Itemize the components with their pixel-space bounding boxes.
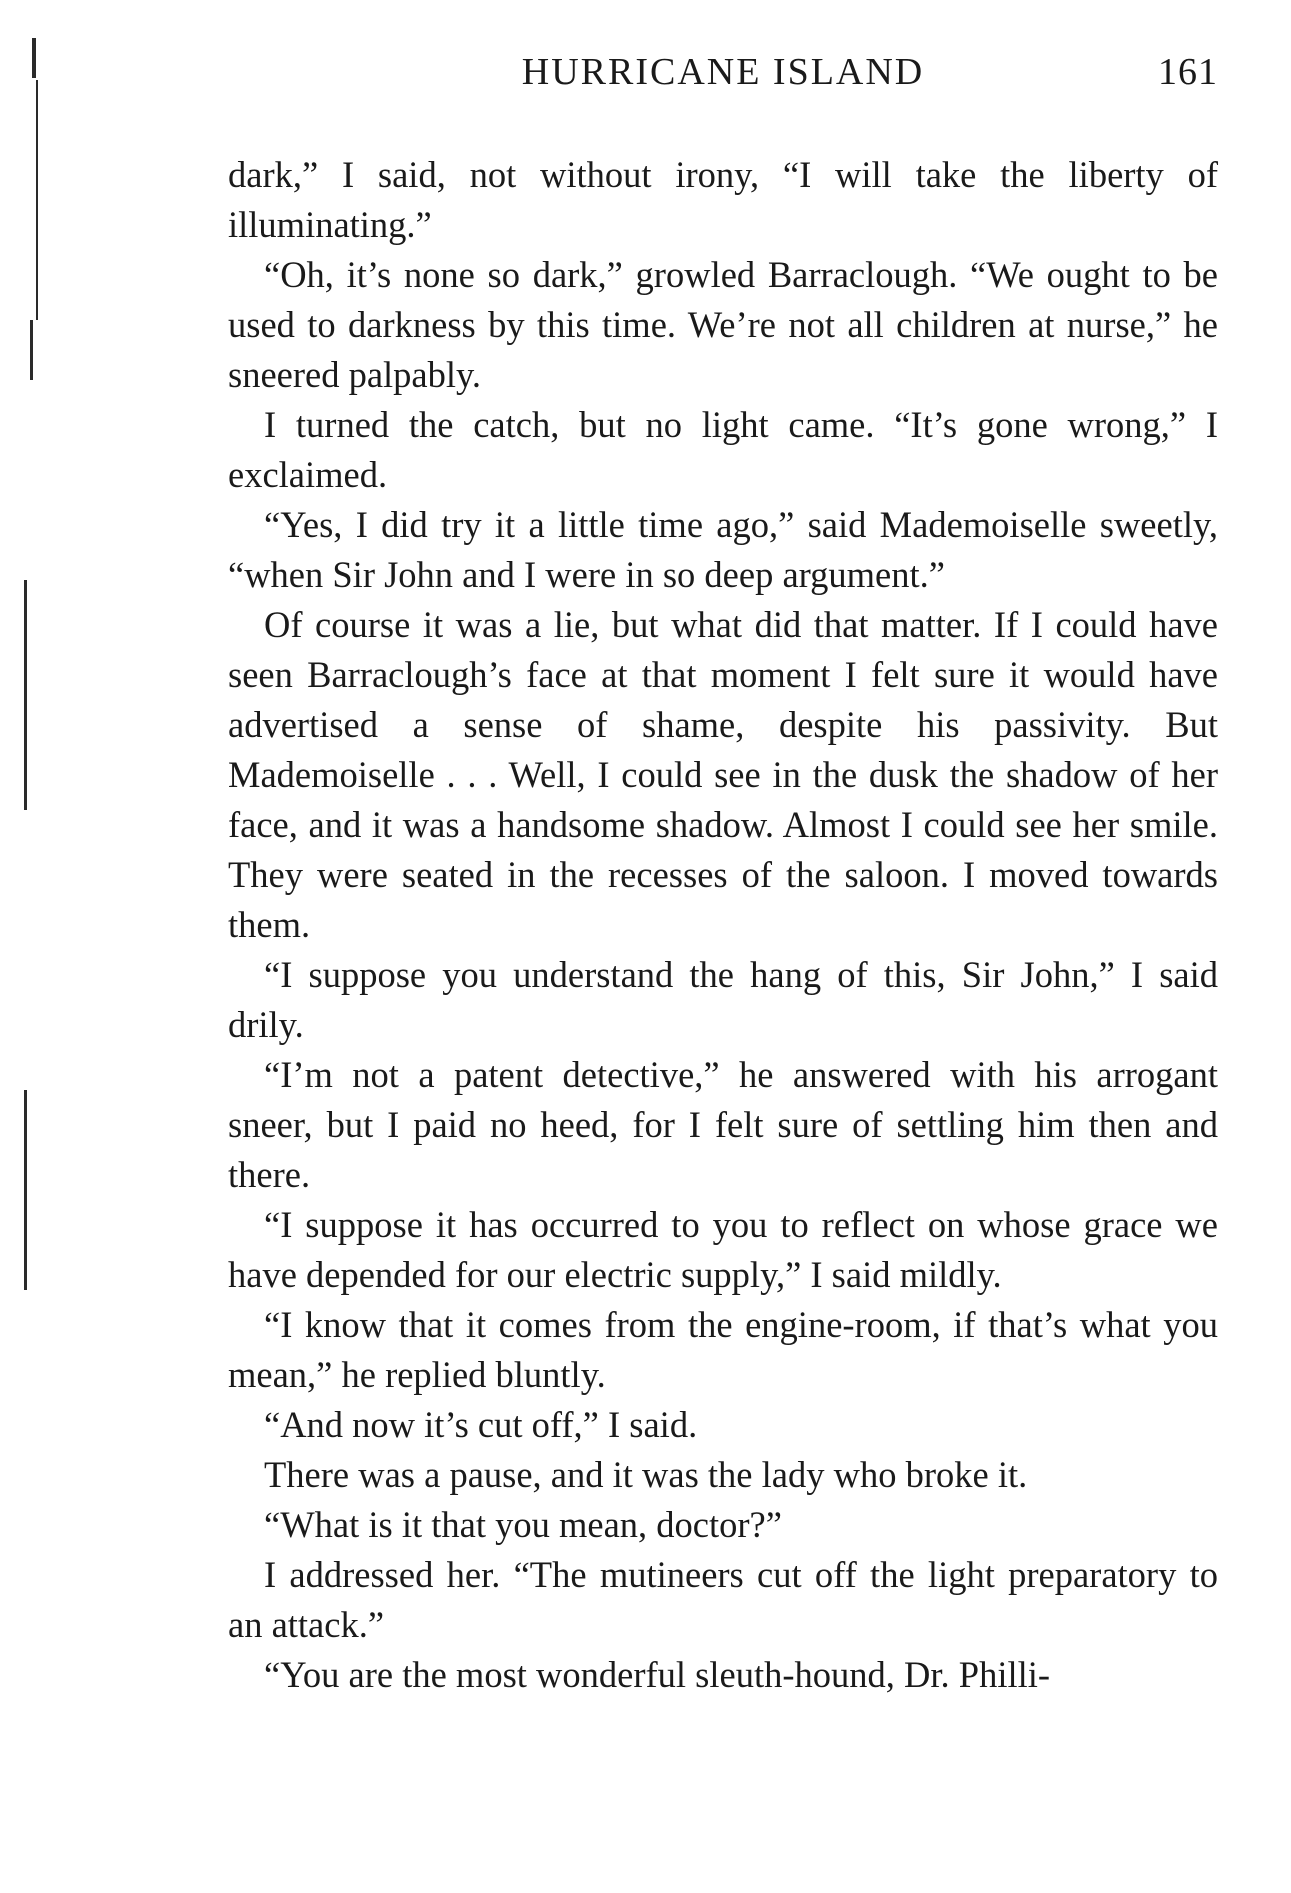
- paragraph: “Yes, I did try it a little time ago,” said Mademoiselle sweetly, “when Sir John and I were in so deep argument.”: [228, 504, 1218, 595]
- scan-margin-mark: [30, 320, 33, 380]
- paragraph: I addressed her. “The mutineers cut off the light preparatory to an attack.”: [228, 1554, 1218, 1645]
- paragraph: “Oh, it’s none so dark,” growled Barraclough. “We ought to be used to darkness by this time. We’re not all children at nurse,” he sneered palpably.: [228, 254, 1218, 395]
- scan-margin-mark: [24, 1090, 27, 1290]
- paragraph: “You are the most wonderful sleuth-hound, Dr. Philli-: [264, 1654, 1051, 1695]
- scan-margin-mark: [32, 38, 36, 78]
- paragraph: dark,” I said, not without irony, “I will take the liberty of illuminating.”: [228, 154, 1218, 245]
- paragraph: I turned the catch, but no light came. “It’s gone wrong,” I exclaimed.: [228, 404, 1218, 495]
- scan-margin-mark: [24, 580, 27, 810]
- body-text: [228, 150, 1218, 1700]
- running-title: HURRICANE ISLAND: [521, 51, 925, 93]
- paragraph: “I suppose you understand the hang of this, Sir John,” I said drily.: [228, 954, 1218, 1045]
- page-number: 161: [1158, 51, 1218, 93]
- paragraph: “I’m not a patent detective,” he answered with his arrogant sneer, but I paid no heed, for I felt sure of settling him then and there.: [228, 1054, 1218, 1195]
- paragraph: “And now it’s cut off,” I said.: [264, 1404, 698, 1445]
- page-header: [228, 50, 1218, 110]
- paragraph: There was a pause, and it was the lady who broke it.: [264, 1454, 1028, 1495]
- paragraph: “I suppose it has occurred to you to reflect on whose grace we have depended for our electric supply,” I said mildly.: [228, 1204, 1218, 1295]
- paragraph: “I know that it comes from the engine-room, if that’s what you mean,” he replied bluntly.: [228, 1304, 1218, 1395]
- scan-margin-mark: [36, 80, 38, 320]
- paragraph: Of course it was a lie, but what did that matter. If I could have seen Barraclough’s face at that moment I felt sure it would have advertised a sense of shame, despite his passivity. But Mademoiselle . . . Well, I could see in the dusk the shadow of her face, and it was a handsome shadow. Almost I could see her smile. They were seated in the recesses of the saloon. I moved towards them.: [228, 604, 1218, 945]
- paragraph: “What is it that you mean, doctor?”: [264, 1504, 782, 1545]
